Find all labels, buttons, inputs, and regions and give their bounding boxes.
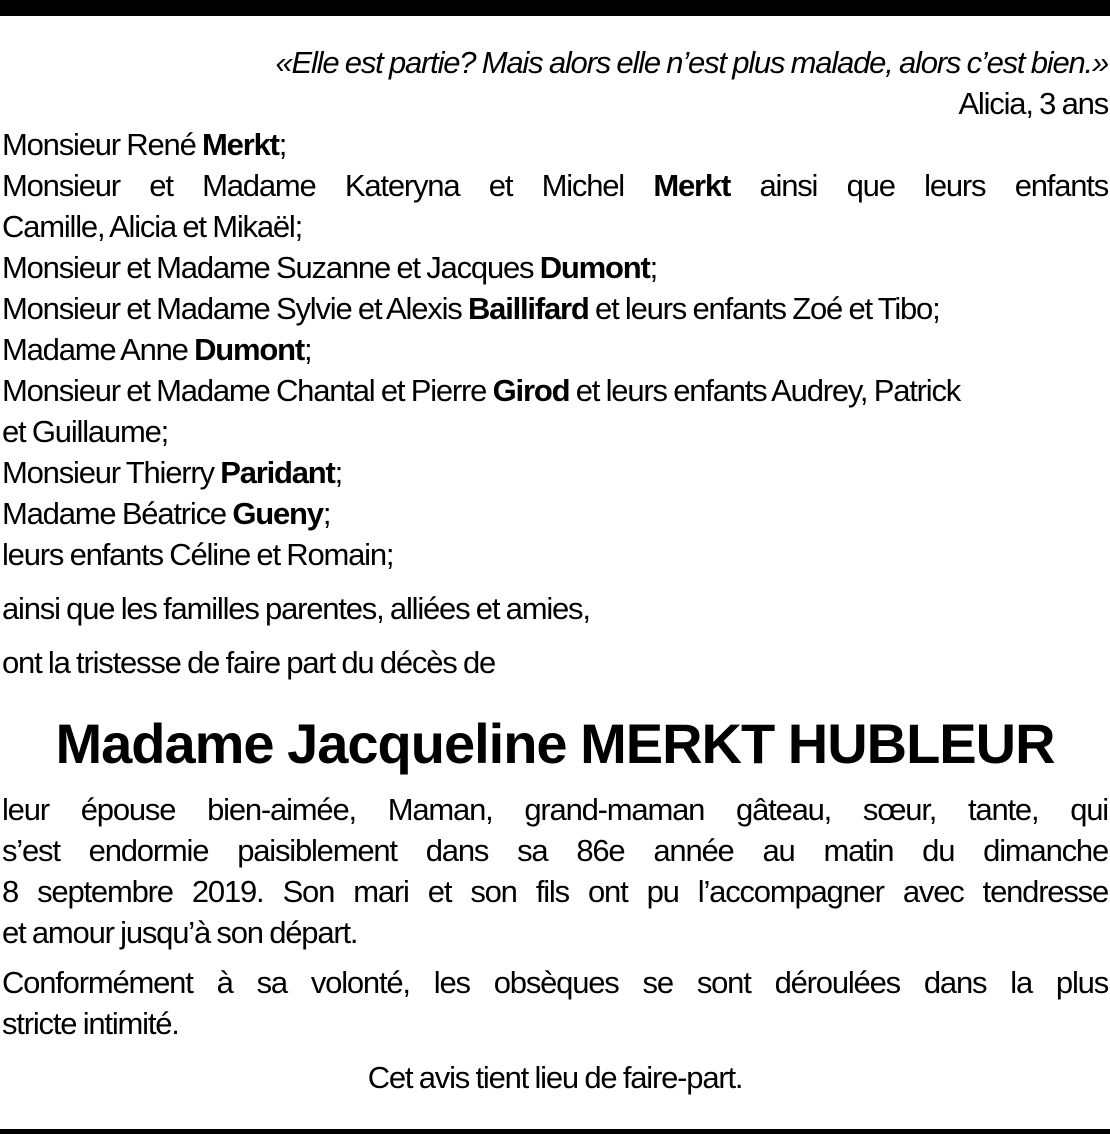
obituary-notice <box>2 42 1108 1098</box>
family-line: Monsieur et Madame Sylvie et Alexis Baillifard et leurs enfants Zoé et Tibo; <box>2 291 940 326</box>
family-surname: Merkt <box>202 127 279 162</box>
family-surname: Girod <box>492 373 570 408</box>
family-line: leurs enfants Céline et Romain; <box>2 537 394 572</box>
funeral-paragraph <box>2 962 1108 1044</box>
family-surname: Dumont <box>194 332 305 367</box>
family-line: Camille, Alicia et Mikaël; <box>2 209 303 244</box>
family-line: Madame Béatrice Gueny; <box>2 496 331 531</box>
family-surname: Merkt <box>653 168 731 203</box>
epigraph-author: Alicia, 3 ans <box>958 86 1108 121</box>
family-surname: Paridant <box>220 455 335 490</box>
family-line: Monsieur et Madame Chantal et Pierre Girod et leurs enfants Audrey, Patrick <box>2 373 961 408</box>
family-surname: Dumont <box>539 250 650 285</box>
epigraph-quote: «Elle est partie? Mais alors elle n’est plus malade, alors c’est bien.» <box>275 45 1108 80</box>
family-line: Monsieur et Madame Suzanne et Jacques Dumont; <box>2 250 658 285</box>
family-surname: Baillifard <box>467 291 589 326</box>
family-surname: Gueny <box>232 496 323 531</box>
relatives-line: ainsi que les familles parentes, alliées et amies, <box>2 591 590 626</box>
description-line: s’est endormie paisiblement dans sa 86e année au matin du dimanche <box>2 833 1108 868</box>
family-line: et Guillaume; <box>2 414 169 449</box>
top-border-rule <box>0 0 1110 16</box>
family-list <box>2 124 1108 575</box>
funeral-line: Conformément à sa volonté, les obsèques se sont déroulées dans la plus <box>2 965 1108 1000</box>
deceased-name: Madame Jacqueline MERKT HUBLEUR <box>55 712 1055 775</box>
description-line: leur épouse bien-aimée, Maman, grand-maman gâteau, sœur, tante, qui <box>2 792 1108 827</box>
description-line: et amour jusqu’à son départ. <box>2 915 358 950</box>
bottom-border-rule <box>0 1129 1110 1134</box>
family-line: Madame Anne Dumont; <box>2 332 312 367</box>
announcement-line: ont la tristesse de faire part du décès de <box>2 645 496 680</box>
family-line: Monsieur et Madame Kateryna et Michel Merkt ainsi que leurs enfants <box>2 168 1108 203</box>
description-paragraph <box>2 789 1108 953</box>
closing-note: Cet avis tient lieu de faire-part. <box>367 1060 743 1095</box>
funeral-line: stricte intimité. <box>2 1006 179 1041</box>
family-line: Monsieur Thierry Paridant; <box>2 455 343 490</box>
family-line: Monsieur René Merkt; <box>2 127 287 162</box>
description-line: 8 septembre 2019. Son mari et son fils ont pu l’accompagner avec tendresse <box>2 874 1108 909</box>
